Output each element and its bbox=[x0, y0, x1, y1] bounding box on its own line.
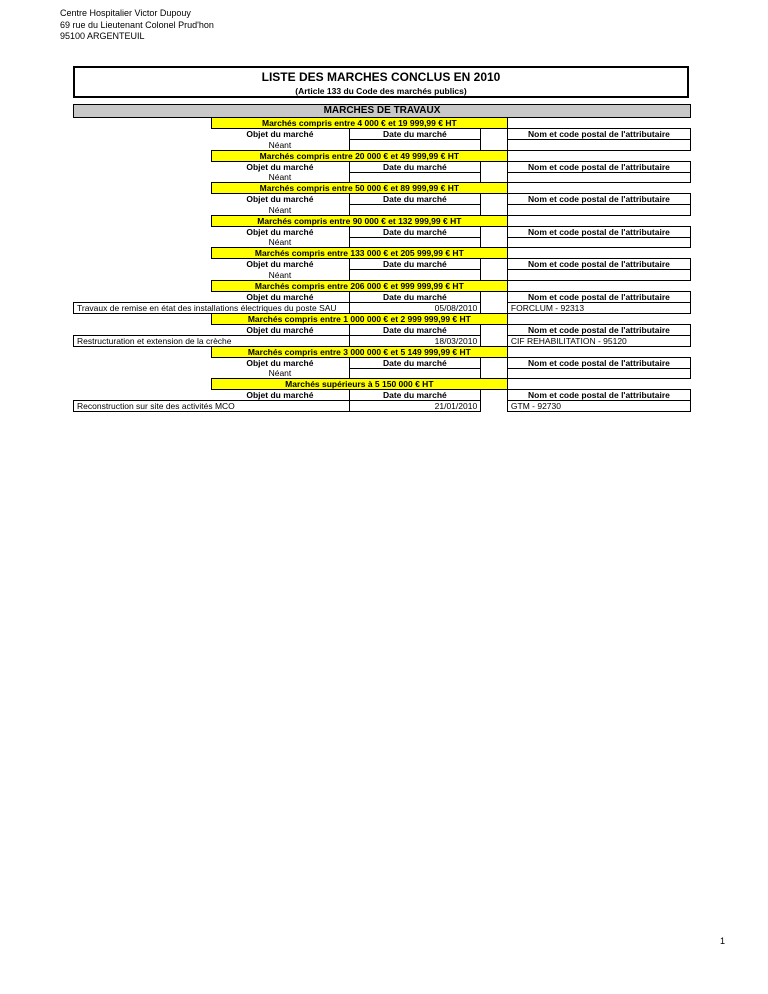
contract-attributaire bbox=[507, 270, 690, 281]
tranche-band-row bbox=[74, 150, 691, 161]
tranche-band-row bbox=[74, 118, 691, 129]
contract-date: 21/01/2010 bbox=[349, 401, 481, 412]
document-title: LISTE DES MARCHES CONCLUS EN 2010 bbox=[261, 70, 501, 84]
tranche-band-row bbox=[74, 248, 691, 259]
header-objet: Objet du marché bbox=[246, 390, 314, 400]
header-objet: Objet du marché bbox=[246, 259, 314, 270]
contract-row bbox=[74, 302, 691, 313]
contract-objet: Néant bbox=[268, 269, 292, 280]
hospital-city: 95100 ARGENTEUIL bbox=[60, 31, 145, 41]
tranche-band-row bbox=[74, 346, 691, 357]
header-attributaire: Nom et code postal de l'attributaire bbox=[507, 291, 690, 302]
contract-row bbox=[74, 368, 691, 379]
header-attributaire: Nom et code postal de l'attributaire bbox=[507, 390, 690, 401]
contract-date bbox=[349, 368, 481, 379]
column-header-row bbox=[74, 291, 691, 302]
tranche-label: Marchés compris entre 133 000 € et 205 999,99 € HT bbox=[211, 248, 507, 259]
contract-row bbox=[74, 335, 691, 346]
header-attributaire: Nom et code postal de l'attributaire bbox=[507, 161, 690, 172]
tranche-label: Marchés compris entre 206 000 € et 999 999,99 € HT bbox=[211, 280, 507, 291]
contracts-table bbox=[73, 104, 691, 412]
contract-attributaire bbox=[507, 368, 690, 379]
contract-date bbox=[349, 270, 481, 281]
header-date: Date du marché bbox=[349, 291, 481, 302]
contract-objet: Néant bbox=[268, 368, 292, 378]
tranche-band-row bbox=[74, 379, 691, 390]
contract-attributaire: FORCLUM - 92313 bbox=[507, 302, 690, 313]
column-header-row bbox=[74, 259, 691, 270]
contract-row bbox=[74, 205, 691, 216]
contract-row bbox=[74, 270, 691, 281]
column-header-row bbox=[74, 161, 691, 172]
hospital-street: 69 rue du Lieutenant Colonel Prud'hon bbox=[60, 19, 214, 30]
header-objet: Objet du marché bbox=[246, 194, 314, 205]
contract-date bbox=[349, 205, 481, 216]
section-title: MARCHES DE TRAVAUX bbox=[74, 105, 691, 118]
hospital-name: Centre Hospitalier Victor Dupouy bbox=[60, 8, 191, 18]
tranche-label: Marchés compris entre 1 000 000 € et 2 999 999,99 € HT bbox=[211, 313, 507, 324]
header-objet: Objet du marché bbox=[246, 324, 314, 335]
contract-date: 05/08/2010 bbox=[349, 302, 481, 313]
contract-row bbox=[74, 172, 691, 183]
header-objet: Objet du marché bbox=[246, 161, 314, 172]
header-objet: Objet du marché bbox=[246, 357, 314, 368]
tranche-band-row bbox=[74, 215, 691, 226]
header-date: Date du marché bbox=[349, 357, 481, 368]
contract-row bbox=[74, 140, 691, 151]
header-objet: Objet du marché bbox=[246, 129, 314, 140]
contract-date bbox=[349, 172, 481, 183]
column-header-row bbox=[74, 324, 691, 335]
header-objet: Objet du marché bbox=[246, 291, 314, 302]
page-number: 1 bbox=[720, 936, 726, 946]
contract-attributaire bbox=[507, 140, 690, 151]
contract-attributaire bbox=[507, 172, 690, 183]
tranche-label: Marchés compris entre 3 000 000 € et 5 149 999,99 € HT bbox=[211, 346, 507, 357]
tranche-label: Marchés compris entre 4 000 € et 19 999,99 € HT bbox=[211, 118, 507, 129]
column-header-row bbox=[74, 129, 691, 140]
hospital-address-block bbox=[60, 8, 214, 43]
contract-attributaire: CIF REHABILITATION - 95120 bbox=[507, 335, 690, 346]
contract-objet: Restructuration et extension de la crèche bbox=[74, 335, 350, 346]
header-date: Date du marché bbox=[349, 324, 481, 335]
header-attributaire: Nom et code postal de l'attributaire bbox=[507, 129, 690, 140]
contract-objet: Néant bbox=[268, 204, 292, 215]
contract-objet: Néant bbox=[268, 139, 292, 150]
column-header-row bbox=[74, 357, 691, 368]
header-attributaire: Nom et code postal de l'attributaire bbox=[507, 324, 690, 335]
header-date: Date du marché bbox=[349, 161, 481, 172]
contract-date bbox=[349, 237, 481, 248]
tranche-label: Marchés supérieurs à 5 150 000 € HT bbox=[211, 379, 507, 390]
contract-objet: Travaux de remise en état des installations électriques du poste SAU bbox=[74, 302, 350, 313]
tranche-band-row bbox=[74, 280, 691, 291]
header-date: Date du marché bbox=[349, 390, 481, 401]
contract-objet: Néant bbox=[268, 237, 292, 247]
contract-row bbox=[74, 401, 691, 412]
contract-attributaire bbox=[507, 205, 690, 216]
contract-objet: Néant bbox=[268, 172, 292, 182]
header-date: Date du marché bbox=[349, 194, 481, 205]
tranche-label: Marchés compris entre 20 000 € et 49 999,99 € HT bbox=[211, 150, 507, 161]
contract-attributaire: GTM - 92730 bbox=[507, 401, 690, 412]
document-title-box bbox=[73, 66, 689, 98]
header-objet: Objet du marché bbox=[246, 226, 314, 237]
section-header-row bbox=[74, 105, 691, 118]
header-date: Date du marché bbox=[349, 226, 481, 237]
header-date: Date du marché bbox=[349, 259, 481, 270]
document-subtitle: (Article 133 du Code des marchés publics) bbox=[295, 86, 467, 96]
contract-attributaire bbox=[507, 237, 690, 248]
tranche-label: Marchés compris entre 90 000 € et 132 999,99 € HT bbox=[211, 215, 507, 226]
header-attributaire: Nom et code postal de l'attributaire bbox=[507, 194, 690, 205]
column-header-row bbox=[74, 194, 691, 205]
contract-date bbox=[349, 140, 481, 151]
header-attributaire: Nom et code postal de l'attributaire bbox=[507, 357, 690, 368]
header-attributaire: Nom et code postal de l'attributaire bbox=[507, 259, 690, 270]
tranche-band-row bbox=[74, 313, 691, 324]
contract-row bbox=[74, 237, 691, 248]
column-header-row bbox=[74, 226, 691, 237]
header-date: Date du marché bbox=[349, 129, 481, 140]
column-header-row bbox=[74, 390, 691, 401]
contract-date: 18/03/2010 bbox=[349, 335, 481, 346]
tranche-label: Marchés compris entre 50 000 € et 89 999,99 € HT bbox=[211, 183, 507, 194]
header-attributaire: Nom et code postal de l'attributaire bbox=[507, 226, 690, 237]
tranche-band-row bbox=[74, 183, 691, 194]
contract-objet: Reconstruction sur site des activités MCO bbox=[74, 401, 350, 412]
